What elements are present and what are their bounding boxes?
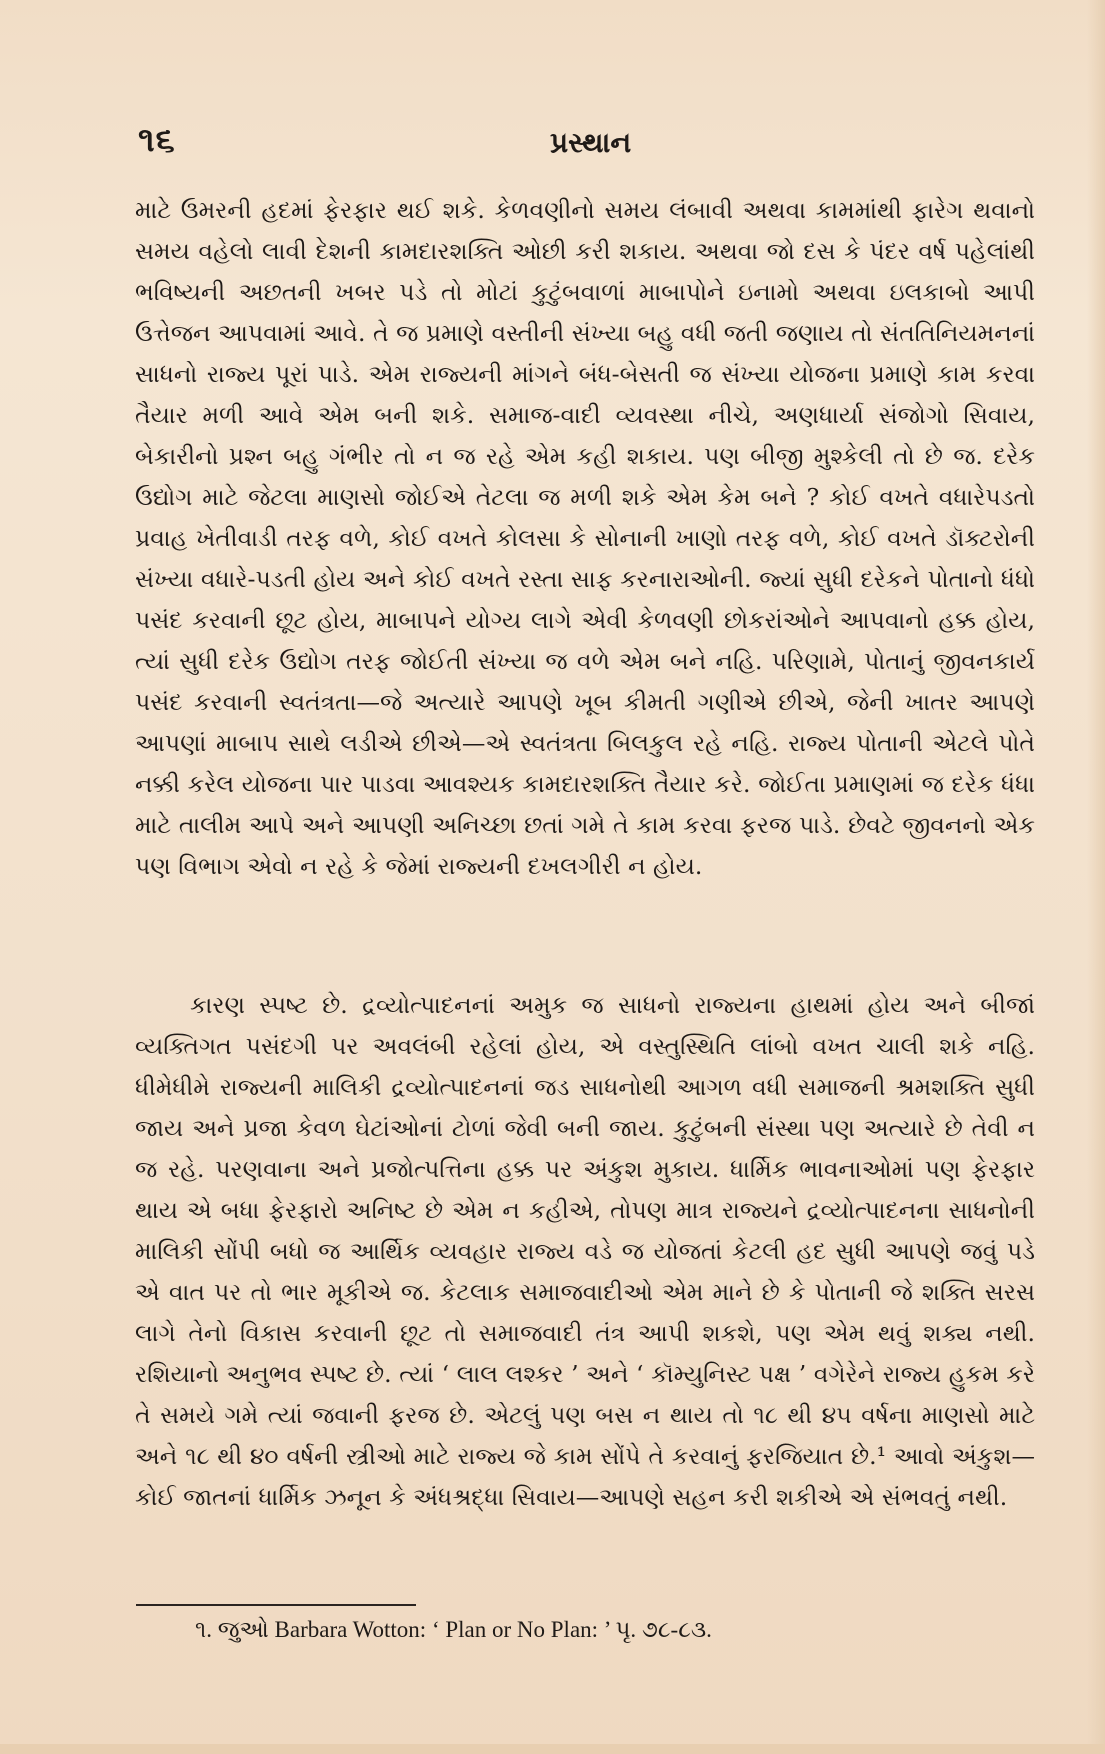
- paragraph-2: કારણ સ્પષ્ટ છે. દ્રવ્યોત્પાદનનાં અમુક જ સાધનો રાજ્યના હાથમાં હોય અને બીજાં વ્યક્તિગત પસંદગી પર અવલંબી રહેલાં હોય, એ વસ્તુસ્થિતિ લાંબો વખત ચાલી શકે નહિ. ધીમેધીમે રાજ્યની માલિકી દ્રવ્યોત્પાદનનાં જડ સાધનોથી આગળ વધી સમાજની શ્રમશક્તિ સુધી જાય અને પ્રજા કેવળ ઘેટાંઓનાં ટોળાં જેવી બની જાય. કુટુંબની સંસ્થા પણ અત્યારે છે તેવી ન જ રહે. પરણવાના અને પ્રજોત્પત્તિના હક્ક પર અંકુશ મુકાય. ધાર્મિક ભાવનાઓમાં પણ ફેરફાર થાય એ બધા ફેરફારો અનિષ્ટ છે એમ ન કહીએ, તોપણ માત્ર રાજ્યને દ્રવ્યોત્પાદનના સાધનોની માલિકી સોંપી બધો જ આર્થિક વ્યવહાર રાજ્ય વડે જ યોજતાં કેટલી હદ સુધી આપણે જવું પડે એ વાત પર તો ભાર મૂકીએ જ. કેટલાક સમાજવાદીઓ એમ માને છે કે પોતાની જે શક્તિ સરસ લાગે તેનો વિકાસ કરવાની છૂટ તો સમાજવાદી તંત્ર આપી શકશે, પણ એમ થવું શક્ય નથી. રશિયાનો અનુભવ સ્પષ્ટ છે. ત્યાં ‘ લાલ લશ્કર ’ અને ‘ કૉમ્યુનિસ્ટ પક્ષ ’ વગેરેને રાજ્ય હુકમ કરે તે સમયે ગમે ત્યાં જવાની ફરજ છે. એટલું પણ બસ ન થાય તો ૧૮ થી ૪૫ વર્ષના માણસો માટે અને ૧૮ થી ૪૦ વર્ષની સ્ત્રીઓ માટે રાજ્ય જે કામ સોંપે તે કરવાનું ફરજિયાત છે.¹ આવો અંકુશ—કોઈ જાતનાં ધાર્મિક ઝનૂન કે અંધશ્રદ્ધા સિવાય—આપણે સહન કરી શકીએ એ સંભવતું નથી.: [135, 991, 1035, 1511]
- page-bottom-edge: [0, 1744, 1105, 1754]
- footnote-separator: [136, 1604, 416, 1606]
- footnote: ૧. જુઓ Barbara Wotton: ‘ Plan or No Plan: ’ પૃ. ૭૮-૮૩.: [195, 1617, 712, 1642]
- paragraph-1: માટે ઉમરની હદમાં ફેરફાર થઈ શકે. કેળવણીનો સમય લંબાવી અથવા કામમાંથી ફારેગ થવાનો સમય વહેલો લાવી દેશની કામદારશક્તિ ઓછી કરી શકાય. અથવા જો દસ કે પંદર વર્ષ પહેલાંથી ભવિષ્યની અછતની ખબર પડે તો મોટાં કુટુંબવાળાં માબાપોને ઇનામો અથવા ઇલકાબો આપી ઉત્તેજન આપવામાં આવે. તે જ પ્રમાણે વસ્તીની સંખ્યા બહુ વધી જતી જણાય તો સંતતિનિયમનનાં સાધનો રાજ્ય પૂરાં પાડે. એમ રાજ્યની માંગને બંધ-બેસતી જ સંખ્યા યોજના પ્રમાણે કામ કરવા તૈયાર મળી આવે એમ બની શકે. સમાજ-વાદી વ્યવસ્થા નીચે, અણધાર્યા સંજોગો સિવાય, બેકારીનો પ્રશ્ન બહુ ગંભીર તો ન જ રહે એમ કહી શકાય. પણ બીજી મુશ્કેલી તો છે જ. દરેક ઉદ્યોગ માટે જેટલા માણસો જોઈએ તેટલા જ મળી શકે એમ કેમ બને ? કોઈ વખતે વધારેપડતો પ્રવાહ ખેતીવાડી તરફ વળે, કોઈ વખતે કોલસા કે સોનાની ખાણો તરફ વળે, કોઈ વખતે ડૉક્ટરોની સંખ્યા વધારે-પડતી હોય અને કોઈ વખતે રસ્તા સાફ કરનારાઓની. જ્યાં સુધી દરેકને પોતાનો ધંધો પસંદ કરવાની છૂટ હોય, માબાપને યોગ્ય લાગે એવી કેળવણી છોકરાંઓને આપવાનો હક્ક હોય, ત્યાં સુધી દરેક ઉદ્યોગ તરફ જોઈતી સંખ્યા જ વળે એમ બને નહિ. પરિણામે, પોતાનું જીવનકાર્ય પસંદ કરવાની સ્વતંત્રતા—જે અત્યારે આપણે ખૂબ કીમતી ગણીએ છીએ, જેની ખાતર આપણે આપણાં માબાપ સાથે લડીએ છીએ—એ સ્વતંત્રતા બિલકુલ રહે નહિ. રાજ્ય પોતાની એટલે પોતે નક્કી કરેલ યોજના પાર પાડવા આવશ્યક કામદારશક્તિ તૈયાર કરે. જોઈતા પ્રમાણમાં જ દરેક ધંધા માટે તાલીમ આપે અને આપણી અનિચ્છા છતાં ગમે તે કામ કરવા ફરજ પાડે. છેવટે જીવનનો એક પણ વિભાગ એવો ન રહે કે જેમાં રાજ્યની દખલગીરી ન હોય.: [135, 196, 1035, 880]
- running-head: પ્રસ્થાન: [550, 126, 632, 159]
- page-edge: [1087, 0, 1105, 1754]
- page-number: ૧૬: [138, 120, 176, 160]
